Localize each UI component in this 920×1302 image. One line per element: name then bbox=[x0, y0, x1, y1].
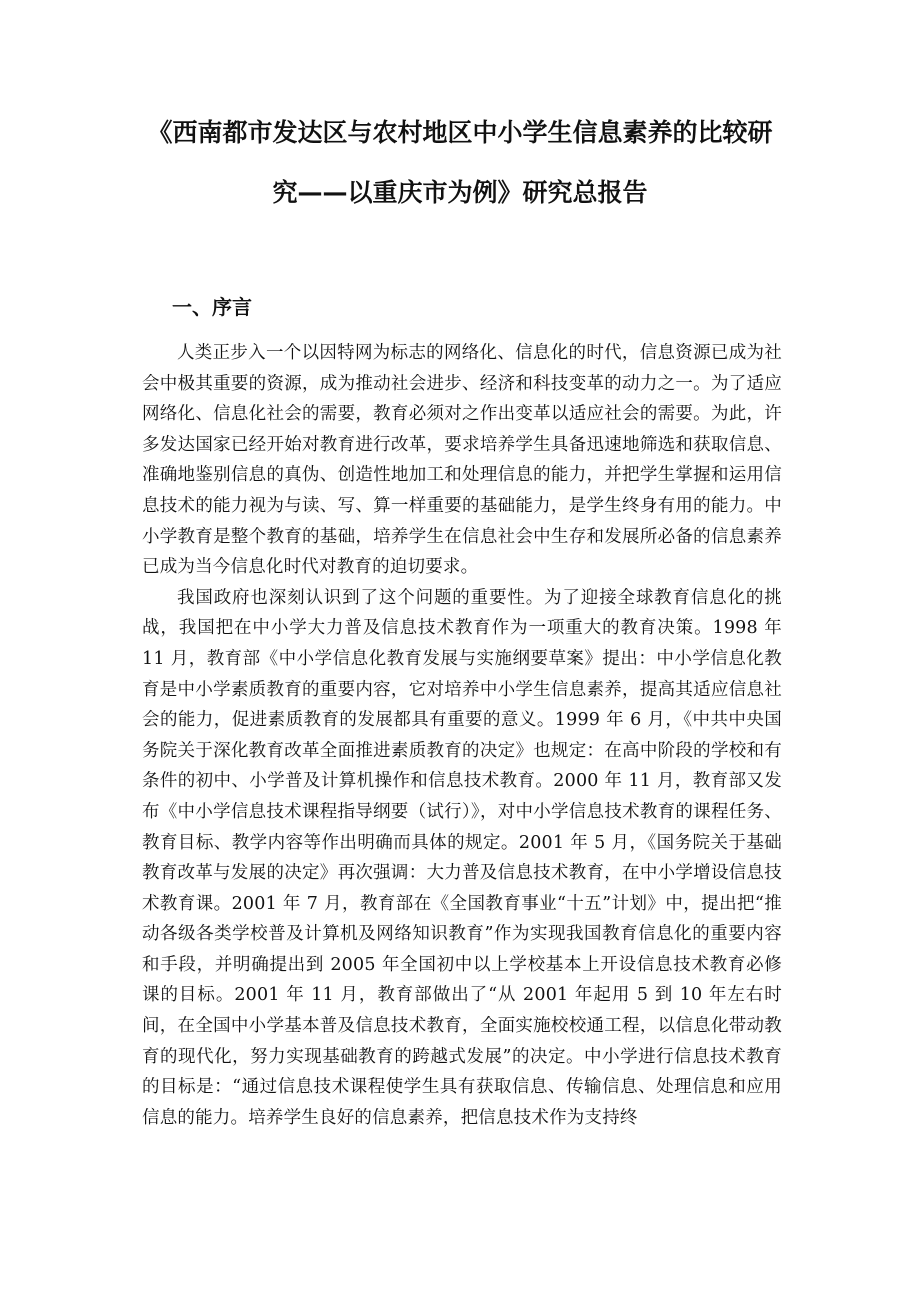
body-text bbox=[142, 338, 782, 1133]
paragraph-1: 人类正步入一个以因特网为标志的网络化、信息化的时代，信息资源已成为社会中极其重要的资源，成为推动社会进步、经济和科技变革的动力之一。为了适应网络化、信息化社会的需要，教育必须对之作出变革以适应社会的需要。为此，许多发达国家已经开始对教育进行改革，要求培养学生具备迅速地筛选和获取信息、准确地鉴别信息的真伪、创造性地加工和处理信息的能力，并把学生掌握和运用信息技术的能力视为与读、写、算一样重要的基础能力，是学生终身有用的能力。中小学教育是整个教育的基础，培养学生在信息社会中生存和发展所必备的信息素养已成为当今信息化时代对教育的迫切要求。 bbox=[142, 343, 782, 578]
paragraph-2: 我国政府也深刻认识到了这个问题的重要性。为了迎接全球教育信息化的挑战，我国把在中小学大力普及信息技术教育作为一项重大的教育决策。1998 年 11 月，教育部《中小学信息化教育发展与实施纲要草案》提出：中小学信息化教育是中小学素质教育的重要内容，它对培养中小学生信息素养，提高其适应信息社会的能力，促进素质教育的发展都具有重要的意义。1999 年 6 月，《中共中央国务院关于深化教育改革全面推进素质教育的决定》也规定：在高中阶段的学校和有条件的初中、小学普及计算机操作和信息技术教育。2000 年 11 月，教育部又发布《中小学信息技术课程指导纲要（试行）》，对中小学信息技术教育的课程任务、教育目标、教学内容等作出明确而具体的规定。2001 年 5 月，《国务院关于基础教育改革与发展的决定》再次强调：大力普及信息技术教育，在中小学增设信息技术教育课。2001 年 7 月，教育部在《全国教育事业“十五”计划》中，提出把“推动各级各类学校普及计算机及网络知识教育”作为实现我国教育信息化的重要内容和手段，并明确提出到 2005 年全国初中以上学校基本上开设信息技术教育必修课的目标。2001 年 11 月，教育部做出了“从 2001 年起用 5 到 10 年左右时间，在全国中小学基本普及信息技术教育，全面实施校校通工程，以信息化带动教育的现代化，努力实现基础教育的跨越式发展”的决定。中小学进行信息技术教育的目标是：“通过信息技术课程使学生具有获取信息、传输信息、处理信息和应用信息的能力。培养学生良好的信息素养，把信息技术作为支持终 bbox=[142, 587, 782, 1128]
document-title-line-2: 究——以重庆市为例》研究总报告 bbox=[272, 178, 648, 207]
section-heading-preface: 一、序言 bbox=[172, 295, 252, 319]
document-title-line-1: 《西南都市发达区与农村地区中小学生信息素养的比较研 bbox=[147, 118, 773, 147]
